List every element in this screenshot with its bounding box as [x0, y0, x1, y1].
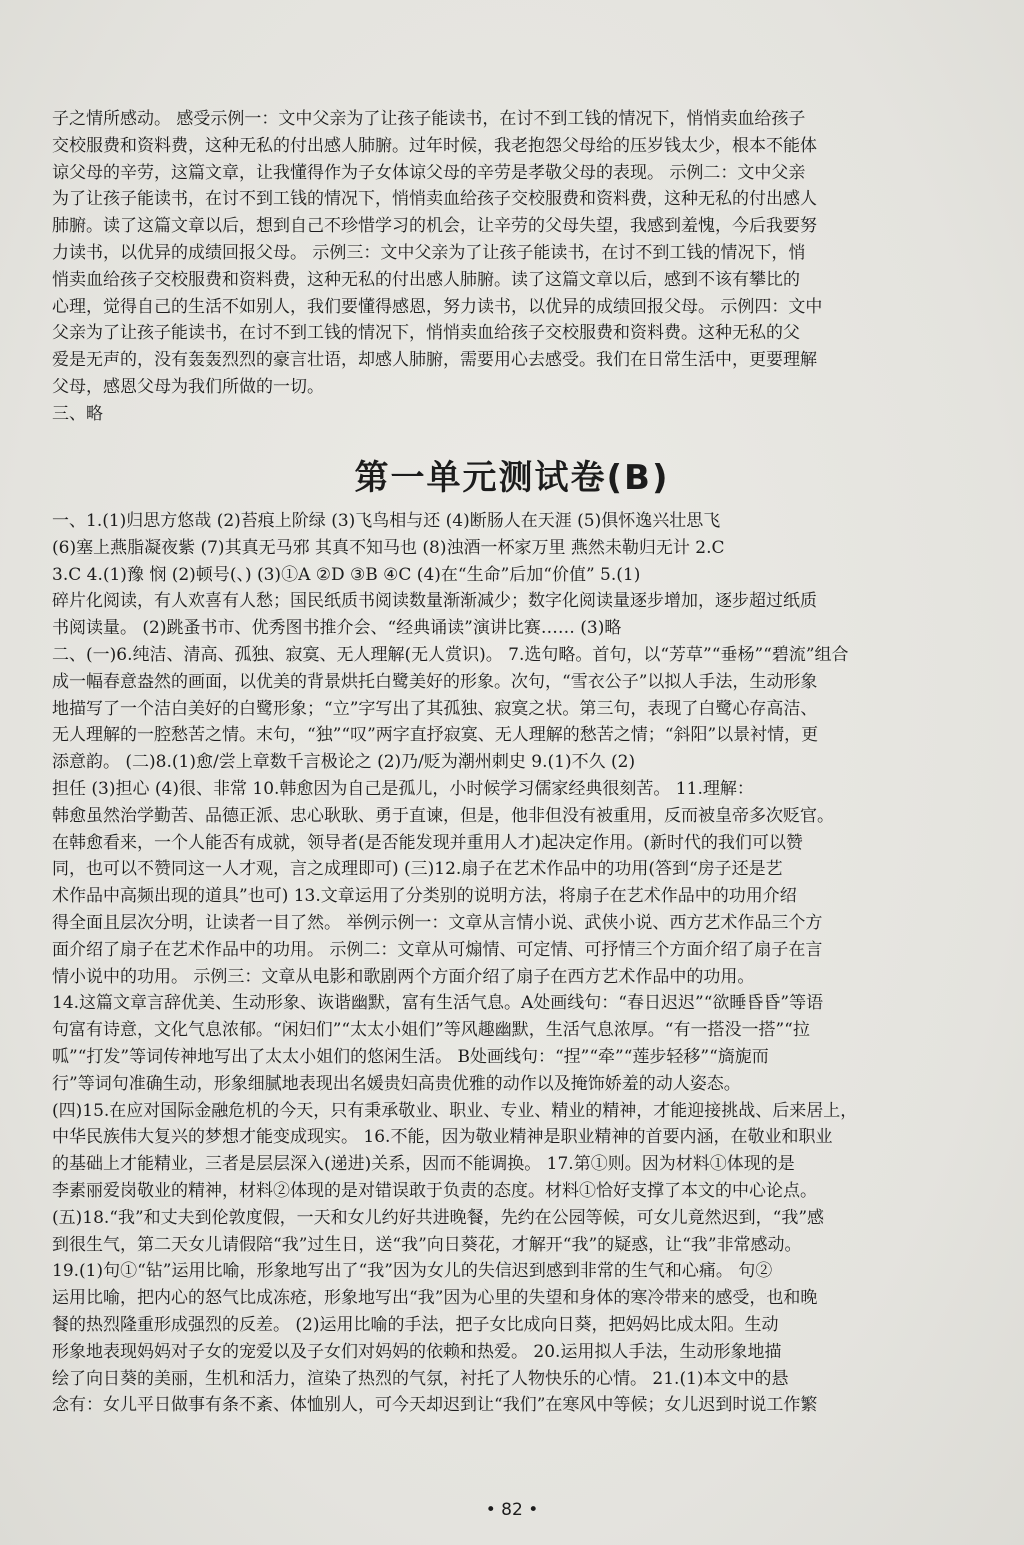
bottom-text-line: 绘了向日葵的美丽，生机和活力，渲染了热烈的气氛，衬托了人物快乐的心情。 21.(1)本文中的悬 [52, 1368, 789, 1389]
bottom-text-line: 念有：女儿平日做事有条不紊、体恤别人，可今天却迟到让“我们”在寒风中等候；女儿迟到时说工作繁 [52, 1395, 818, 1416]
bottom-text-line: 情小说中的功用。 示例三：文章从电影和歌剧两个方面介绍了扇子在西方艺术作品中的功用。 [52, 966, 755, 987]
bottom-text-line: (四)15.在应对国际金融危机的今天，只有秉承敬业、职业、专业、精业的精神，才能迎接挑战、后来居上， [52, 1100, 858, 1121]
top-text-line: 爱是无声的，没有轰轰烈烈的豪言壮语，却感人肺腑，需要用心去感受。我们在日常生活中，更要理解 [52, 350, 817, 371]
bottom-text-line: 韩愈虽然治学勤苦、品德正派、忠心耿耿、勇于直谏，但是，他非但没有被重用，反而被皇帝多次贬官。 [52, 805, 834, 826]
bottom-text-line: 李素丽爱岗敬业的精神，材料②体现的是对错误敢于负责的态度。材料①恰好支撑了本文的中心论点。 [52, 1181, 817, 1201]
bottom-text-line: (6)塞上燕脂凝夜紫 (7)其真无马邪 其真不知马也 (8)浊酒一杯家万里 燕然未勒归无计 2.C [52, 537, 725, 558]
bottom-text-line: 碎片化阅读，有人欢喜有人愁；国民纸质书阅读数量渐渐减少；数字化阅读量逐步增加，逐步超过纸质 [52, 591, 817, 612]
bottom-text-line: 中华民族伟大复兴的梦想才能变成现实。 16.不能，因为敬业精神是职业精神的首要内涵，在敬业和职业 [52, 1127, 833, 1148]
top-text-line: 为了让孩子能读书，在讨不到工钱的情况下，悄悄卖血给孩子交校服费和资料费，这种无私的付出感人 [52, 189, 817, 210]
bottom-text-line: 句富有诗意，文化气息浓郁。“闲妇们”“太太小姐们”等风趣幽默，生活气息浓厚。“有一搭没一搭”“拉 [52, 1020, 810, 1041]
top-text-line: 谅父母的辛劳，这篇文章，让我懂得作为子女体谅父母的辛劳是孝敬父母的表现。 示例二：文中父亲 [52, 162, 806, 183]
bottom-text-line: 得全面且层次分明，让读者一目了然。 举例示例一：文章从言情小说、武侠小说、西方艺术作品三个方 [52, 913, 823, 933]
top-text-line: 子之情所感动。 感受示例一：文中父亲为了让孩子能读书，在讨不到工钱的情况下，悄悄卖血给孩子 [52, 109, 806, 129]
top-text-line: 父亲为了让孩子能读书，在讨不到工钱的情况下，悄悄卖血给孩子交校服费和资料费。这种无私的父 [52, 323, 800, 344]
page-title: 第一单元测试卷(B) [354, 458, 670, 498]
bottom-text-line: 行”等词句准确生动，形象细腻地表现出名媛贵妇高贵优雅的动作以及掩饰娇羞的动人姿态。 [52, 1073, 741, 1094]
bottom-text-line: 的基础上才能精业，三者是层层深入(递进)关系，因而不能调换。 17.第①则。因为材料①体现的是 [52, 1154, 795, 1175]
bottom-text-line: 地描写了一个洁白美好的白鹭形象；“立”字写出了其孤独、寂寞之状。第三句，表现了白鹭心存高洁、 [52, 698, 818, 719]
bottom-text-line: 术作品中高频出现的道具”也可) 13.文章运用了分类别的说明方法，将扇子在艺术作品中的功用介绍 [52, 886, 797, 907]
page-number: • 82 • [485, 1500, 539, 1520]
top-text-line: 力读书，以优异的成绩回报父母。 示例三：文中父亲为了让孩子能读书，在讨不到工钱的情况下，悄 [52, 243, 806, 263]
top-text-line: 父母，感恩父母为我们所做的一切。 [52, 377, 324, 397]
bottom-text-line: 餐的热烈隆重形成强烈的反差。 (2)运用比喻的手法，把子女比成向日葵，把妈妈比成太阳。生动 [52, 1315, 779, 1335]
bottom-text-line: 二、(一)6.纯洁、清高、孤独、寂寞、无人理解(无人赏识)。 7.选句略。首句，以“芳草”“垂杨”“碧流”组合 [52, 645, 849, 665]
bottom-text-line: 到很生气，第二天女儿请假陪“我”过生日，送“我”向日葵花，才解开“我”的疑惑，让“我”非常感动。 [52, 1234, 802, 1255]
top-text-line: 交校服费和资料费，这种无私的付出感人肺腑。过年时候，我老抱怨父母给的压岁钱太少，根本不能体 [52, 135, 817, 156]
bottom-text-line: 书阅读量。 (2)跳蚤书市、优秀图书推介会、“经典诵读”演讲比赛…… (3)略 [52, 618, 622, 639]
bottom-text-line: (五)18.“我”和丈夫到伦敦度假，一天和女儿约好共进晚餐，先约在公园等候，可女儿竟然迟到，“我”感 [52, 1207, 825, 1228]
bottom-text-line: 在韩愈看来，一个人能否有成就，领导者(是否能发现并重用人才)起决定作用。(新时代的我们可以赞 [52, 832, 803, 853]
bottom-text-line: 呱”“打发”等词传神地写出了太太小姐们的悠闲生活。 B处画线句：“捏”“牵”“莲步轻移”“旖旎而 [52, 1047, 769, 1067]
top-text-line: 三、略 [52, 403, 103, 424]
bottom-text-line: 14.这篇文章言辞优美、生动形象、诙谐幽默，富有生活气息。A处画线句：“春日迟迟”“欲睡昏昏”等语 [52, 993, 824, 1014]
top-text-line: 悄卖血给孩子交校服费和资料费，这种无私的付出感人肺腑。读了这篇文章以后，感到不该有攀比的 [52, 269, 800, 290]
bottom-text-line: 无人理解的一腔愁苦之情。末句，“独”“叹”两字直抒寂寞、无人理解的愁苦之情；“斜阳”以景衬情，更 [52, 725, 819, 746]
bottom-text-line: 3.C 4.(1)豫 悯 (2)顿号(、) (3)①A ②D ③B ④C (4)在“生命”后加“价值” 5.(1) [52, 564, 641, 585]
bottom-text-line: 成一幅春意盎然的画面，以优美的背景烘托白鹭美好的形象。次句，“雪衣公子”以拟人手法，生动形象 [52, 671, 818, 692]
top-text-line: 肺腑。读了这篇文章以后，想到自己不珍惜学习的机会，让辛劳的父母失望，我感到羞愧，今后我要努 [52, 216, 817, 237]
bottom-text-line: 面介绍了扇子在艺术作品中的功用。 示例二：文章从可煽情、可定情、可抒情三个方面介绍了扇子在言 [52, 939, 823, 960]
bottom-text-line: 形象地表现妈妈对子女的宠爱以及子女们对妈妈的依赖和热爱。 20.运用拟人手法，生动形象地描 [52, 1341, 782, 1362]
top-text-line: 心理，觉得自己的生活不如别人，我们要懂得感恩，努力读书，以优异的成绩回报父母。 示例四：文中 [52, 296, 823, 317]
bottom-text-line: 添意韵。 (二)8.(1)愈/尝上章数千言极论之 (2)乃/贬为潮州刺史 9.(1)不久 (2) [52, 752, 636, 773]
bottom-text-line: 担任 (3)担心 (4)很、非常 10.韩愈因为自己是孤儿，小时候学习儒家经典很刻苦。 11.理解： [52, 779, 754, 799]
bottom-text-line: 同，也可以不赞同这一人才观，言之成理即可) (三)12.扇子在艺术作品中的功用(答到“房子还是艺 [52, 859, 783, 880]
bottom-text-line: 运用比喻，把内心的怒气比成冻疮，形象地写出“我”因为心里的失望和身体的寒冷带来的感受，也和晚 [52, 1288, 818, 1309]
bottom-text-line: 19.(1)句①“钻”运用比喻，形象地写出了“我”因为女儿的失信迟到感到非常的生气和心痛。 句② [52, 1261, 773, 1282]
bottom-text-line: 一、1.(1)归思方悠哉 (2)苔痕上阶绿 (3)飞鸟相与还 (4)断肠人在天涯 (5)俱怀逸兴壮思飞 [52, 511, 721, 531]
